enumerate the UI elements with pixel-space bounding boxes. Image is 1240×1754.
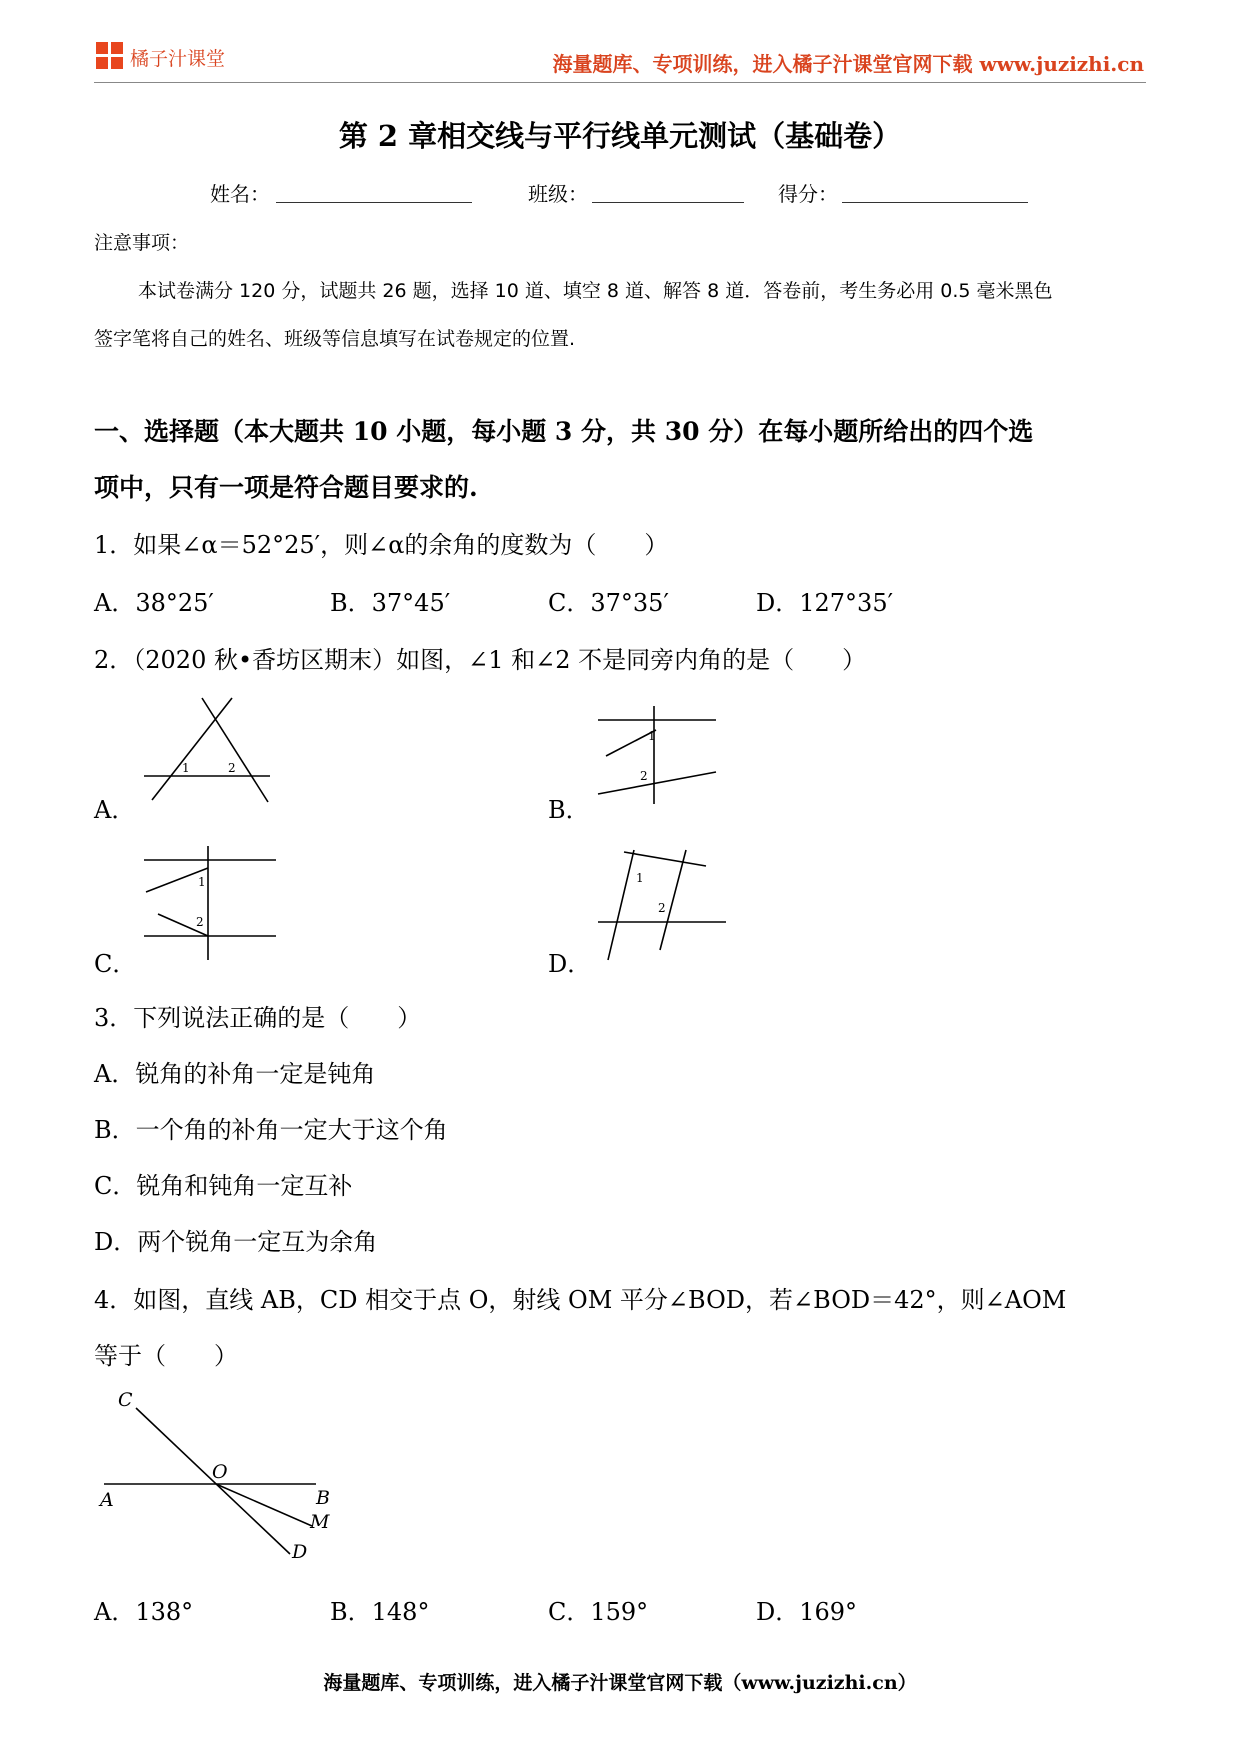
ray-om — [216, 1484, 312, 1526]
point-m-label: M — [310, 1511, 330, 1533]
q2-option-a: A． — [94, 796, 136, 824]
fig-c-angle-2-label: 2 — [196, 915, 204, 929]
brand-name: 橘子汁课堂 — [130, 48, 226, 70]
q2-option-c: C． — [94, 950, 137, 978]
point-c-label: C — [118, 1389, 133, 1411]
question-4-stem-line-2: 等于（ ） — [94, 1342, 238, 1370]
q1-option-d: D．127°35′ — [756, 589, 894, 617]
fig-d-right-transversal — [660, 850, 686, 950]
logo-icon — [96, 42, 124, 70]
fig-b-angle-1-label: 1 — [648, 729, 656, 743]
point-a-label: A — [100, 1489, 114, 1511]
fig-c-angle-1-label: 1 — [198, 875, 206, 889]
fig-a-left-transversal — [152, 698, 232, 800]
q1-option-a: A．38°25′ — [94, 589, 214, 617]
fig-d-left-transversal — [608, 850, 634, 960]
notice-label: 注意事项： — [94, 232, 190, 254]
q2-option-b: B． — [548, 796, 590, 824]
page-title: 第 2 章相交线与平行线单元测试（基础卷） — [338, 119, 902, 153]
fig-d-top-slant — [624, 852, 706, 866]
notice-line-2: 签字笔将自己的姓名、班级等信息填写在试卷规定的位置. — [94, 328, 576, 350]
point-o-label: O — [212, 1461, 228, 1483]
section-heading-line-1: 一、选择题（本大题共 10 小题，每小题 3 分，共 30 分）在每小题所给出的四个选 — [94, 417, 1034, 446]
header-slogan: 海量题库、专项训练，进入橘子汁课堂官网下载 www.juzizhi.cn — [552, 52, 1144, 76]
point-d-label: D — [292, 1541, 308, 1563]
q2-figure-d — [594, 846, 730, 964]
header-divider — [94, 82, 1146, 83]
q3-option-a: A．锐角的补角一定是钝角 — [94, 1060, 376, 1088]
question-2-stem: 2．（2020 秋•香坊区期末）如图，∠1 和∠2 不是同旁内角的是（ ） — [94, 646, 867, 674]
q1-option-b: B．37°45′ — [330, 589, 451, 617]
q2-figure-b — [594, 702, 724, 806]
fig-b-angle-2-label: 2 — [640, 769, 648, 783]
fig-a-angle-2-label: 2 — [228, 761, 236, 775]
section-heading-line-2: 项中，只有一项是符合题目要求的. — [94, 473, 478, 502]
name-label: 姓名： — [210, 182, 270, 206]
fig-a-angle-1-label: 1 — [182, 761, 190, 775]
q4-option-d: D．169° — [756, 1598, 858, 1626]
q2-figure-c — [140, 846, 280, 962]
question-1-stem: 1．如果∠α＝52°25′，则∠α的余角的度数为（ ） — [94, 531, 669, 559]
fig-a-right-transversal — [202, 698, 268, 802]
q4-option-a: A．138° — [94, 1598, 194, 1626]
q3-option-d: D．两个锐角一定互为余角 — [94, 1228, 378, 1256]
fig-b-slant-long — [598, 772, 716, 794]
q3-option-b: B．一个角的补角一定大于这个角 — [94, 1116, 448, 1144]
score-field[interactable] — [842, 202, 1028, 203]
fig-d-angle-1-label: 1 — [636, 871, 644, 885]
class-label: 班级： — [528, 182, 588, 206]
q4-figure — [94, 1384, 374, 1568]
notice-line-1: 本试卷满分 120 分，试题共 26 题，选择 10 道、填空 8 道、解答 8 道．答卷前，考生务必用 0.5 毫米黑色 — [138, 280, 1053, 302]
q2-figure-a — [140, 694, 280, 806]
q2-option-d: D． — [548, 950, 592, 978]
q1-option-c: C．37°35′ — [548, 589, 669, 617]
fig-d-angle-2-label: 2 — [658, 901, 666, 915]
score-label: 得分： — [778, 182, 838, 206]
question-4-stem-line-1: 4．如图，直线 AB，CD 相交于点 O，射线 OM 平分∠BOD，若∠BOD＝42°，则∠AOM — [94, 1286, 1067, 1314]
point-b-label: B — [316, 1487, 330, 1509]
q4-option-b: B．148° — [330, 1598, 430, 1626]
footer-slogan: 海量题库、专项训练，进入橘子汁课堂官网下载（www.juzizhi.cn） — [323, 1672, 917, 1694]
q3-option-c: C．锐角和钝角一定互补 — [94, 1172, 353, 1200]
question-3-stem: 3．下列说法正确的是（ ） — [94, 1004, 422, 1032]
name-field[interactable] — [276, 202, 472, 203]
class-field[interactable] — [592, 202, 744, 203]
q4-option-c: C．159° — [548, 1598, 649, 1626]
